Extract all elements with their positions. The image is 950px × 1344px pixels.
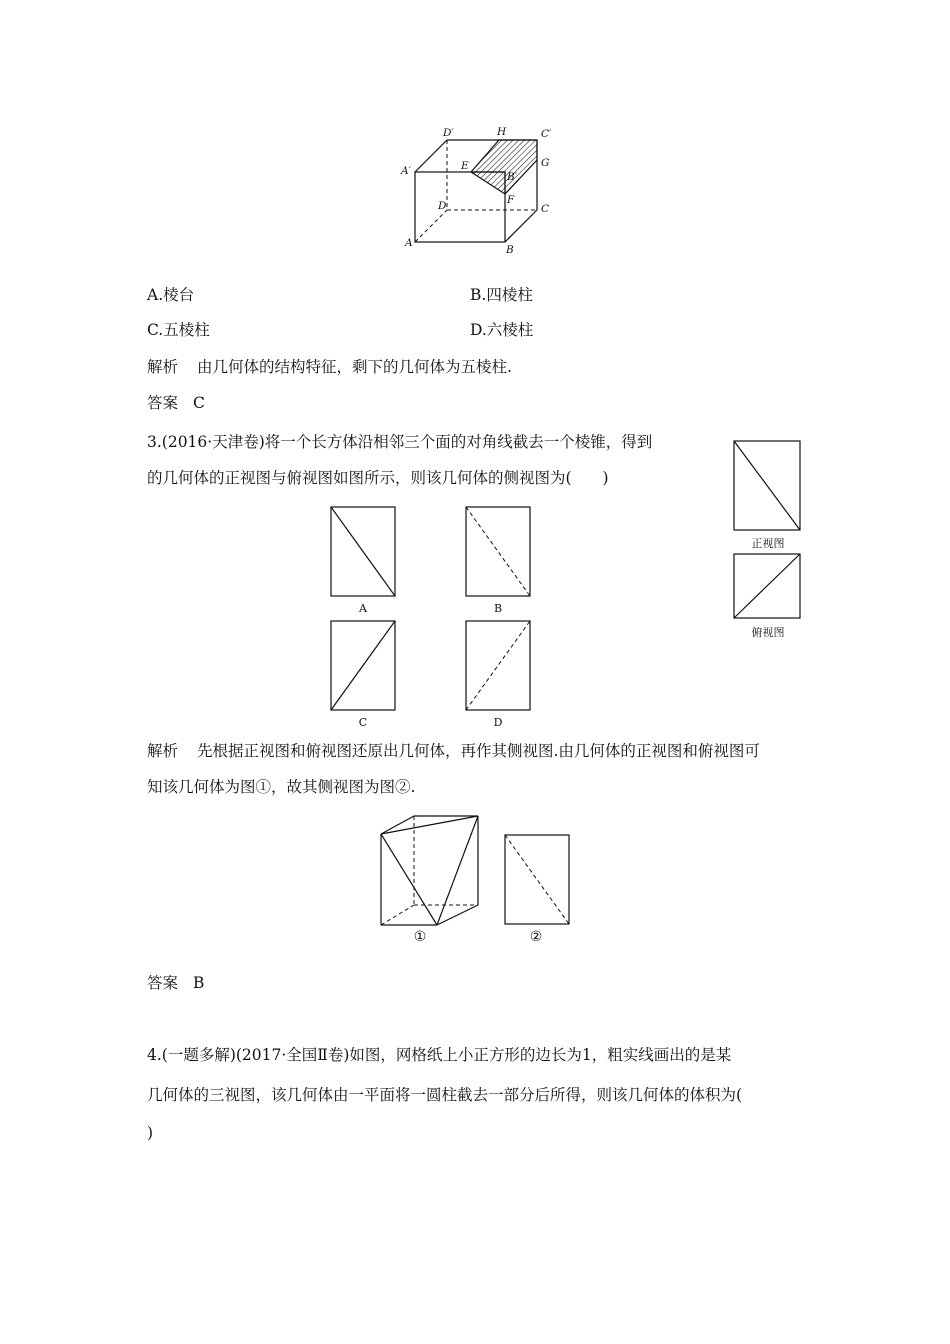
q3-answer-value: B — [193, 974, 205, 992]
q2-answer-label: 答案 — [147, 394, 179, 412]
cut-section — [471, 140, 537, 194]
choice-c-label: C — [358, 716, 368, 729]
fig2-caption: ② — [529, 929, 543, 945]
q3-analysis-label: 解析 — [147, 742, 179, 760]
choice-b-figure — [465, 506, 533, 598]
label-D: D — [438, 200, 447, 212]
q3-stem-line1: 3.(2016·天津卷)将一个长方体沿相邻三个面的对角线截去一个棱锥，得到 — [147, 433, 653, 451]
choice-b-label: B — [493, 602, 503, 615]
q4-stem-line3: ) — [147, 1124, 154, 1142]
fig1-caption: ① — [413, 929, 427, 945]
front-view-diagonal — [734, 441, 800, 530]
top-view-figure — [733, 553, 803, 620]
cube-hidden-edge — [415, 210, 447, 242]
q3-analysis-line2: 知该几何体为图①，故其侧视图为图②. — [147, 778, 416, 796]
option-d: D.六棱柱 — [470, 321, 534, 339]
label-H: H — [497, 126, 507, 138]
q3-answer-label: 答案 — [147, 974, 179, 992]
cube-figure — [395, 122, 565, 257]
choice-a-diagonal — [331, 507, 395, 596]
label-F: F — [507, 194, 515, 206]
cube-edge — [505, 210, 537, 242]
choice-c-figure — [330, 620, 398, 712]
solid-cut-edge — [381, 834, 437, 925]
q3-stem-line2: 的几何体的正视图与俯视图如图所示，则该几何体的侧视图为( ) — [147, 469, 609, 487]
solid-hidden-edge — [381, 905, 414, 925]
label-E: E — [461, 160, 469, 172]
solid-cut-edge — [381, 816, 478, 834]
label-D-prime: D′ — [443, 127, 454, 139]
q3-analysis-line1: 先根据正视图和俯视图还原出几何体，再作其侧视图.由几何体的正视图和俯视图可 — [197, 742, 760, 760]
solid-figure-1 — [378, 812, 483, 930]
q2-analysis-label: 解析 — [147, 358, 179, 376]
choice-a-figure — [330, 506, 398, 598]
label-A-prime: A′ — [401, 165, 411, 177]
front-view-caption: 正视图 — [751, 537, 785, 550]
choice-d-label: D — [493, 716, 503, 729]
option-c: C.五棱柱 — [147, 321, 210, 339]
option-a: A.棱台 — [147, 286, 195, 304]
q4-stem-line1: 4.(一题多解)(2017·全国Ⅱ卷)如图，网格纸上小正方形的边长为1，粗实线画出的是某 — [147, 1046, 732, 1064]
label-B: B — [506, 244, 514, 256]
q2-analysis-text: 由几何体的结构特征，剩下的几何体为五棱柱. — [197, 358, 512, 376]
front-view-figure — [733, 440, 803, 532]
label-A: A — [405, 237, 413, 249]
choice-b-diagonal — [466, 507, 530, 596]
label-C: C — [541, 203, 550, 215]
label-G: G — [541, 157, 550, 169]
solid-figure-2 — [504, 834, 572, 927]
label-C-prime: C′ — [541, 128, 552, 140]
q2-answer-value: C — [193, 394, 205, 412]
choice-d-figure — [465, 620, 533, 712]
label-B-prime: B′ — [507, 171, 518, 183]
choice-c-diagonal — [331, 621, 395, 710]
choice-a-label: A — [359, 602, 367, 615]
top-view-diagonal — [734, 554, 800, 618]
option-b: B.四棱柱 — [470, 286, 533, 304]
q4-stem-line2: 几何体的三视图，该几何体由一平面将一圆柱截去一部分后所得，则该几何体的体积为( — [147, 1086, 743, 1104]
choice-d-diagonal — [466, 621, 530, 710]
fig2-diagonal — [505, 835, 569, 924]
cube-edge — [415, 140, 447, 172]
top-view-caption: 俯视图 — [751, 626, 785, 639]
